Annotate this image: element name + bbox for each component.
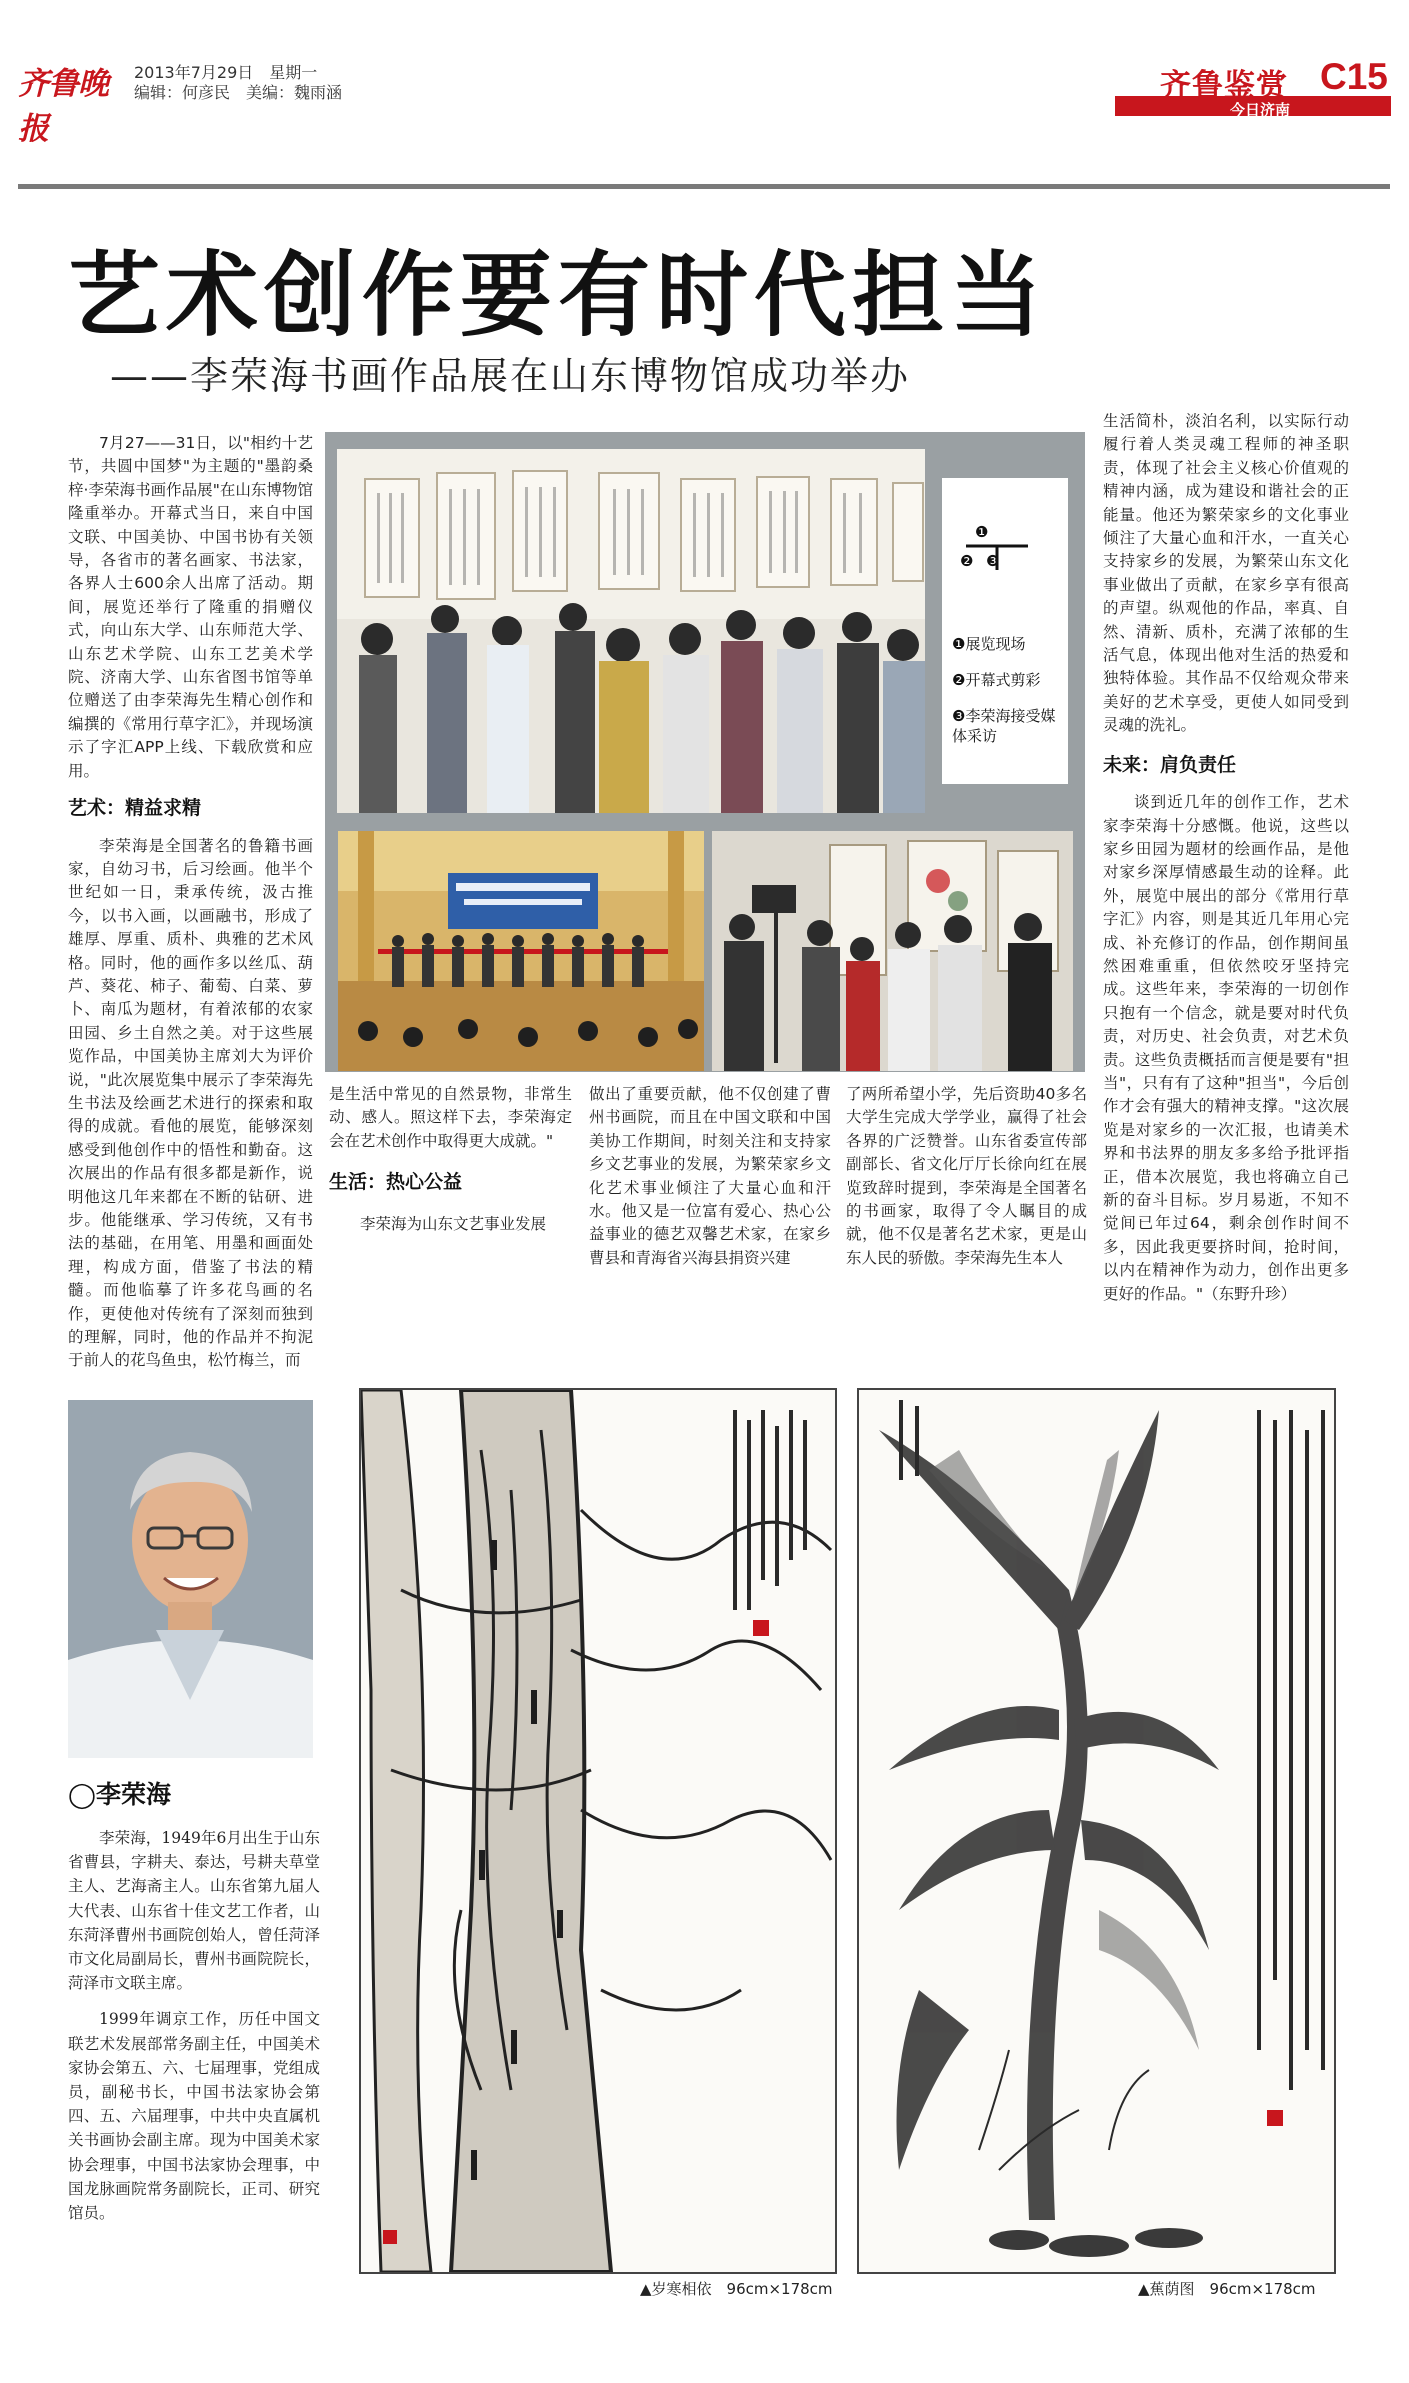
section-name: 齐鲁鉴赏: [1160, 68, 1288, 104]
article-column-5: [1103, 410, 1349, 1306]
article-paragraph: 7月27——31日，以"相约十艺节，共圆中国梦"为主题的"墨韵桑梓·李荣海书画作品展"在山东博物馆隆重举办。开幕式当日，来自中国文联、中国美协、中国书协有关领导，各省市的著名画家、书法家，各界人士600余人出席了活动。期间，展览还举行了隆重的捐赠仪式，向山东大学、山东师范大学、山东艺术学院、山东工艺美术学院、济南大学、山东省图书馆等单位赠送了由李荣海先生精心创作和编撰的《常用行草字汇》，并现场演示了字汇APP上线、下载欣赏和应用。: [68, 434, 313, 780]
artist-biography: [68, 1826, 320, 2225]
header-rule: [18, 184, 1390, 189]
painting-caption-pine: ▲岁寒相依 96cm×178cm: [640, 2280, 833, 2298]
article-column-2: [329, 1083, 572, 1236]
section-heading-future: 未来：肩负责任: [1103, 753, 1237, 776]
bio-paragraph: 李荣海，1949年6月出生于山东省曹县，字耕夫、泰达，号耕夫草堂主人、艺海斋主人。山东省第九届人大代表、山东省十佳文艺工作者，山东菏泽曹州书画院创始人，曾任菏泽市文化局副局长，曹州书画院院长，菏泽市文联主席。: [68, 1829, 320, 1993]
article-paragraph: 是生活中常见的自然景物，非常生动、感人。照这样下去，李荣海定会在艺术创作中取得更大成就。": [329, 1085, 572, 1150]
article-column-1: [68, 432, 313, 1373]
section-heading-art: 艺术：精益求精: [68, 797, 202, 820]
photo-caption-box: [942, 478, 1068, 784]
article-paragraph: 生活简朴，淡泊名利，以实际行动履行着人类灵魂工程师的神圣职责，体现了社会主义核心价值观的精神内涵，成为建设和谐社会的正能量。他还为繁荣家乡的文化事业倾注了大量心血和汗水，一直关心支持家乡的发展，为繁荣山东文化事业做出了贡献，在家乡享有很高的声望。纵观他的作品，率真、自然、清新、质朴，充满了浓郁的生活气息，体现出他对生活的热爱和独特体验。其作品不仅给观众带来美好的艺术享受，更使人如同受到灵魂的洗礼。: [1103, 412, 1349, 735]
issue-editors: 编辑：何彦民 美编：魏雨涵: [134, 83, 343, 102]
article-column-4: [846, 1083, 1087, 1270]
caption-media-interview: ❸李荣海接受媒体采访: [952, 707, 1056, 745]
painting-pine-trees: [359, 1388, 837, 2274]
article-paragraph: 李荣海是全国著名的鲁籍书画家，自幼习书，后习绘画。他半个世纪如一日，秉承传统，汲古推今，以书入画，以画融书，形成了雄厚、厚重、质朴、典雅的艺术风格。同时，他的画作多以丝瓜、葫芦、葵花、柿子、葡萄、白菜、萝卜、南瓜为题材，有着浓郁的农家田园、乡土自然之美。对于这些展览作品，中国美协主席刘大为评价说，"此次展览集中展示了李荣海先生书法及绘画艺术进行的探索和取得的成就。看他的展览，能够深刻感受到他创作中的悟性和勤奋。这次展出的作品有很多都是新作，说明他这几年来都在不断的钻研、进步。他能继承、学习传统，又有书法的基础，在用笔、用墨和画面处理，构成方面，借鉴了书法的精髓。而他临摹了许多花鸟画的名作，更使他对传统有了深刻而独到的理解，同时，他的作品并不拘泥于前人的花鸟鱼虫，松竹梅兰，而: [68, 836, 313, 1370]
photo-number-3: ❸: [986, 552, 1000, 570]
issue-date: 2013年7月29日 星期一: [134, 63, 318, 82]
article-paragraph: 谈到近几年的创作工作，艺术家李荣海十分感慨。他说，这些以家乡田园为题材的绘画作品，是他对家乡深厚情感最生动的诠释。此外，展览中展出的部分《常用行草字汇》内容，则是其近几年用心完成、补充修订的作品，创作期间虽然困难重重，但依然咬牙坚持完成。这些年来，李荣海的一切创作只抱有一个信念，就是要对时代负责，对历史、社会负责，对艺术负责。这些负责概括而言便是要有"担当"，只有有了这种"担当"，今后创作才会有强大的精神支撑。"这次展览是对家乡的一次汇报，也请美术界和书法界的朋友多多给予批评指正，借本次展览，我也将确立自己新的奋斗目标。岁月易逝，不知不觉间已年过64，剩余创作时间不多，因此我更要挤时间，抢时间，以内在精神作为动力，创作出更多更好的作品。"（东野升珍）: [1103, 793, 1349, 1303]
photo-ribbon-cutting: [338, 831, 704, 1071]
newspaper-logo: 齐鲁晚报: [18, 66, 108, 147]
article-column-3: [589, 1083, 831, 1270]
bio-paragraph: 1999年调京工作，历任中国文联艺术发展部常务副主任，中国美术家协会第五、六、七届理事，党组成员，副秘书长，中国书法家协会第四、五、六届理事，中共中央直属机关书画协会副主席。现为中国美术家协会理事，中国书法家协会理事，中国龙脉画院常务副院长，正司、研究馆员。: [68, 2010, 320, 2223]
caption-exhibition-hall: ❶展览现场: [952, 635, 1026, 653]
photo-number-1: ❶: [975, 523, 989, 541]
painting-banana-leaves: [857, 1388, 1336, 2274]
artist-name: ◯李荣海: [68, 1780, 171, 1809]
photo-number-2: ❷: [960, 552, 974, 570]
headline: 艺术创作要有时代担当: [68, 242, 1049, 349]
photo-media-interview: [712, 831, 1073, 1071]
photo-exhibition-hall: [337, 449, 925, 813]
painting-caption-banana: ▲蕉荫图 96cm×178cm: [1138, 2280, 1316, 2298]
caption-ribbon-cutting: ❷开幕式剪彩: [952, 671, 1041, 689]
article-paragraph: 做出了重要贡献，他不仅创建了曹州书画院，而且在中国文联和中国美协工作期间，时刻关注和支持家乡文艺事业的发展，为繁荣家乡文化艺术事业倾注了大量心血和汗水。他又是一位富有爱心、热心公益事业的德艺双馨艺术家，在家乡曹县和青海省兴海县捐资兴建: [589, 1085, 831, 1267]
article-paragraph: 李荣海为山东文艺事业发展: [360, 1214, 547, 1233]
section-heading-life: 生活：热心公益: [329, 1171, 463, 1194]
section-subtitle: 今日济南: [1230, 101, 1291, 119]
subheadline: ——李荣海书画作品展在山东博物馆成功举办: [110, 354, 911, 398]
page-number: C15: [1320, 56, 1388, 97]
artist-portrait: [68, 1400, 313, 1758]
article-paragraph: 了两所希望小学，先后资助40多名大学生完成大学学业，赢得了社会各界的广泛赞誉。山东省委宣传部副部长、省文化厅厅长徐向红在展览致辞时提到，李荣海是全国著名的书画家，取得了令人瞩目的成就，他不仅是著名艺术家，更是山东人民的骄傲。李荣海先生本人: [846, 1085, 1087, 1267]
